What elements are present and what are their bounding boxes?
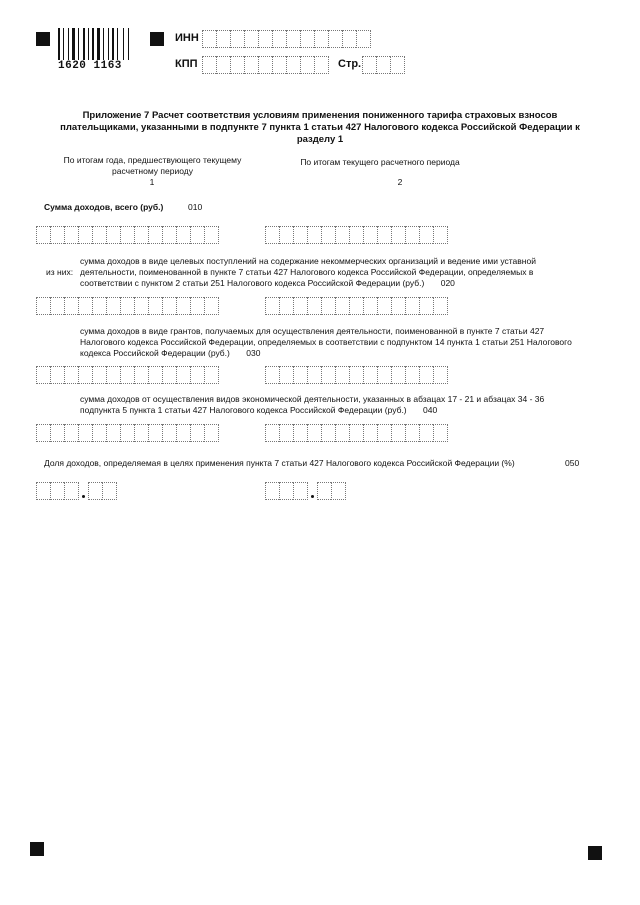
decimal-point bbox=[311, 495, 314, 498]
barcode-bars bbox=[58, 28, 140, 60]
row-020-code: 020 bbox=[440, 278, 455, 288]
column-2-label: По итогам текущего расчетного периода bbox=[300, 157, 460, 167]
row-030-col1-field[interactable] bbox=[36, 366, 219, 384]
row-040-col1-field[interactable] bbox=[36, 424, 219, 442]
row-050-col1-field[interactable] bbox=[36, 482, 117, 500]
row-010-col2-field[interactable] bbox=[265, 226, 448, 244]
row-050-col2-field[interactable] bbox=[265, 482, 346, 500]
row-030-col2-field[interactable] bbox=[265, 366, 448, 384]
column-1-number: 1 bbox=[149, 177, 155, 187]
row-040-col2-field[interactable] bbox=[265, 424, 448, 442]
row-020-text: сумма доходов в виде целевых поступлений на содержание некоммерческих организаций и ведение ими уставной деятельности, поименованной в пункте 7 статьи 427 Налогового кодекса Российской Федерации, определяемых в соответствии с пунктом 2 статьи 251 Налогового кодекса Российской Федерации (руб.) bbox=[80, 256, 536, 288]
registration-marker-top-left bbox=[36, 32, 50, 46]
kpp-label: КПП bbox=[175, 58, 198, 70]
row-040-code: 040 bbox=[423, 405, 438, 415]
page-label: Стр. bbox=[338, 58, 362, 70]
inn-label: ИНН bbox=[175, 32, 199, 44]
row-010-label: Сумма доходов, всего (руб.) bbox=[44, 202, 164, 212]
registration-marker-top-right bbox=[150, 32, 164, 46]
column-1-label: По итогам года, предшествующего текущему расчетному периоду bbox=[63, 155, 242, 176]
registration-marker-bottom-right bbox=[588, 846, 602, 860]
barcode bbox=[58, 28, 140, 72]
row-020-col2-field[interactable] bbox=[265, 297, 448, 315]
row-020-col1-field[interactable] bbox=[36, 297, 219, 315]
iz-nih-label: из них: bbox=[46, 267, 74, 277]
row-040-text: сумма доходов от осуществления видов экономической деятельности, указанных в абзацах 17 - 21 и абзацах 34 - 36 подпункта 5 пункта 1 статьи 427 Налогового кодекса Российской Федерации (руб.) bbox=[80, 394, 545, 415]
row-050-code: 050 bbox=[565, 458, 580, 468]
row-040-label bbox=[80, 394, 560, 416]
row-050-label: Доля доходов, определяемая в целях применения пункта 7 статьи 427 Налогового кодекса Российской Федерации (%) bbox=[44, 458, 515, 468]
row-030-text: сумма доходов в виде грантов, получаемых для осуществления деятельности, поименованной в пункте 7 статьи 427 Налогового кодекса Российской Федерации, определяемых в соответствии с подпунктом 14 пункта 1 статьи 251 Налогового кодекса Российской Федерации (руб.) bbox=[80, 326, 572, 358]
registration-marker-bottom-left bbox=[30, 842, 44, 856]
row-010-code: 010 bbox=[188, 202, 203, 212]
row-020-label bbox=[80, 256, 575, 289]
form-title: Приложение 7 Расчет соответствия условиям применения пониженного тарифа страховых взносов плательщиками, указанными в подпункте 7 пункта 1 статьи 427 Налогового кодекса Российской Федерации к разделу 1 bbox=[60, 110, 580, 145]
barcode-number: 1620 1163 bbox=[58, 60, 122, 72]
row-030-code: 030 bbox=[246, 348, 261, 358]
row-030-label bbox=[80, 326, 575, 359]
row-010-col1-field[interactable] bbox=[36, 226, 219, 244]
column-2-number: 2 bbox=[397, 177, 403, 187]
inn-field[interactable] bbox=[202, 30, 371, 48]
page-number-field[interactable] bbox=[362, 56, 405, 74]
kpp-field[interactable] bbox=[202, 56, 329, 74]
decimal-point bbox=[82, 495, 85, 498]
